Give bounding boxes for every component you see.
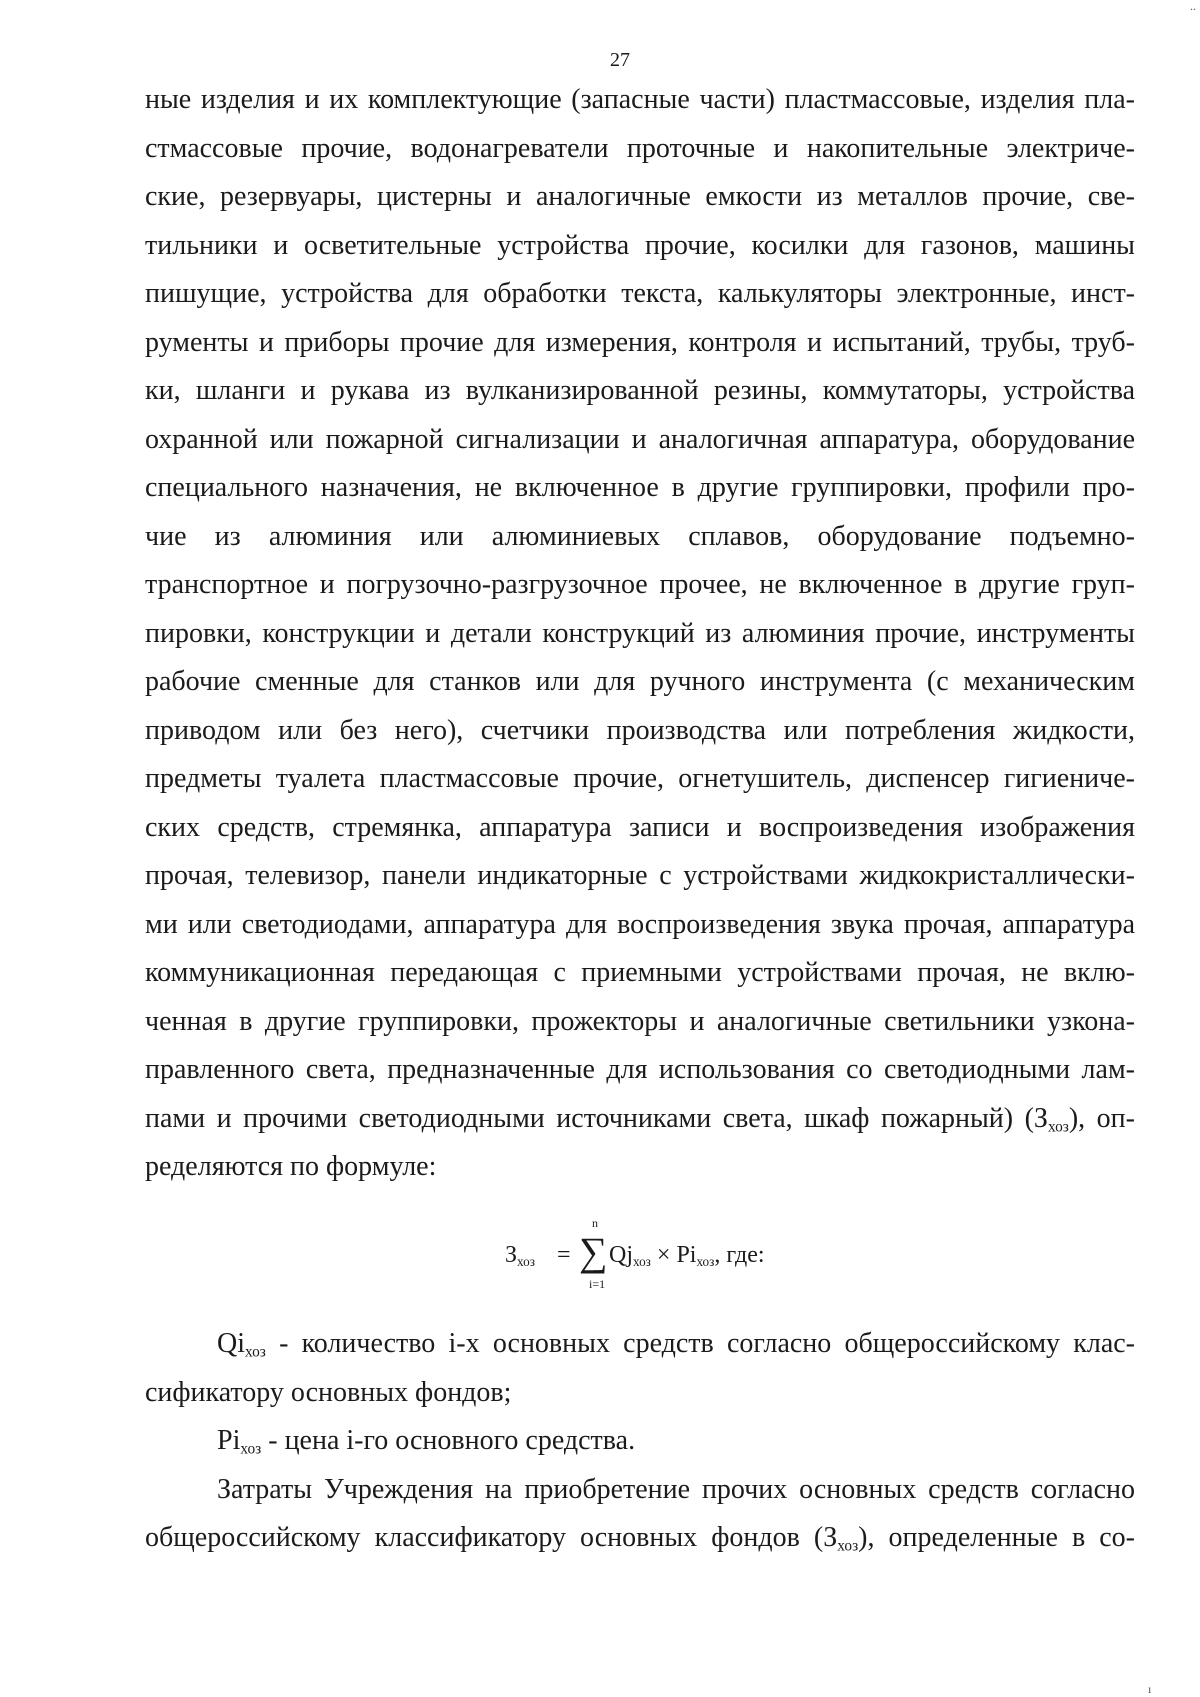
text-segment: ), определенные в со-	[858, 1522, 1135, 1553]
text-line: стмассовые прочие, водонагреватели проточные и накопительные электриче-	[145, 132, 1135, 164]
formula-q-subscript: хоз	[633, 1253, 651, 1269]
cost-formula	[505, 1216, 825, 1294]
formula-p: Pi	[676, 1242, 697, 1268]
sum-upper-limit: n	[592, 1216, 598, 1230]
definition-pi-text: - цена i-го основного средства.	[261, 1425, 636, 1456]
closing-line: Затраты Учреждения на приобретение прочих основных средств согласно	[217, 1473, 1135, 1505]
text-line: ми или светодиодами, аппаратура для воспроизведения звука прочая, аппаратура	[145, 908, 1135, 940]
text-line: чие из алюминия или алюминиевых сплавов, оборудование подъемно-	[145, 520, 1135, 552]
formula-suffix: , где:	[714, 1242, 765, 1268]
formula-q: Qj	[609, 1242, 633, 1268]
definition-qi-continued: сификатору основных фондов;	[145, 1376, 512, 1408]
closing-subscript: хоз	[837, 1537, 859, 1555]
formula-times: ×	[650, 1242, 677, 1268]
main-paragraph	[145, 76, 1135, 1192]
formula-equals: =	[557, 1242, 571, 1268]
scan-mark-top: ..	[1190, 0, 1196, 13]
text-line: рабочие сменные для станков или для ручного инструмента (с механическим	[145, 666, 1135, 697]
definitions-section	[145, 1320, 1135, 1563]
text-line: приводом или без него), счетчики производства или потребления жидкости,	[145, 714, 1135, 746]
text-line: предметы туалета пластмассовые прочие, огнетушитель, диспенсер гигиениче-	[145, 763, 1135, 794]
text-line: ные изделия и их комплектующие (запасные части) пластмассовые, изделия пла-	[145, 84, 1135, 115]
formula-lhs-subscript: хоз	[517, 1253, 535, 1269]
text-line: ределяются по формуле:	[145, 1151, 437, 1182]
text-line: коммуникационная передающая с приемными устройствами прочая, не вклю-	[145, 957, 1135, 988]
text-line: ки, шланги и рукава из вулканизированной резины, коммутаторы, устройства	[145, 375, 1135, 406]
definition-pi	[145, 1417, 1135, 1466]
symbol-qi-subscript: хоз	[245, 1343, 266, 1361]
text-segment: общероссийскому классификатору основных фондов (З	[145, 1522, 838, 1553]
text-line: специального назначения, не включенное в другие группировки, профили про-	[145, 472, 1135, 503]
text-line: прочая, телевизор, панели индикаторные с устройствами жидкокристаллически-	[145, 860, 1135, 891]
text-segment: пами и прочими светодиодными источниками света, шкаф пожарный) (З	[145, 1102, 1048, 1134]
symbol-qi: Qi	[217, 1328, 245, 1359]
definition-qi-text: - количество i-х основных средств согласно общероссийскому клас-	[265, 1328, 1135, 1359]
text-line: ченная в другие группировки, прожекторы и аналогичные светильники узкона-	[145, 1005, 1135, 1037]
text-line: пировки, конструкции и детали конструкций из алюминия прочие, инструменты	[145, 617, 1135, 649]
formula-p-subscript: хоз	[696, 1253, 715, 1269]
sigma-symbol: ∑	[579, 1229, 608, 1274]
page-number: 27	[610, 49, 630, 71]
text-line: пишущие, устройства для обработки текста, калькуляторы электронные, инст-	[145, 278, 1135, 309]
text-line: тильники и осветительные устройства прочие, косилки для газонов, машины	[145, 229, 1135, 261]
symbol-pi-subscript: хоз	[240, 1440, 262, 1458]
text-line: ские, резервуары, цистерны и аналогичные емкости из металлов прочие, све-	[145, 181, 1135, 212]
text-line-with-subscript	[145, 1095, 1135, 1144]
closing-line-with-subscript	[145, 1514, 1135, 1563]
symbol-pi: Pi	[217, 1425, 241, 1456]
sum-lower-limit: i=1	[589, 1277, 606, 1291]
formula-lhs: $З_{хоз}$	[505, 1242, 535, 1269]
text-segment: ), оп-	[1068, 1102, 1135, 1134]
text-line: охранной или пожарной сигнализации и аналогичная аппаратура, оборудование	[145, 423, 1135, 455]
formula-terms	[609, 1242, 765, 1269]
text-line: рументы и приборы прочие для измерения, контроля и испытаний, трубы, труб-	[145, 326, 1135, 358]
definition-qi	[145, 1320, 1135, 1369]
text-line: транспортное и погрузочно-разгрузочное прочее, не включенное в другие груп-	[145, 569, 1135, 600]
scan-mark-bottom: ı	[1148, 1682, 1152, 1696]
subscript-hoz: хоз	[1047, 1118, 1069, 1136]
text-line: ских средств, стремянка, аппаратура записи и воспроизведения изображения	[145, 811, 1135, 843]
text-line: правленного света, предназначенные для использования со светодиодными лам-	[145, 1054, 1135, 1085]
